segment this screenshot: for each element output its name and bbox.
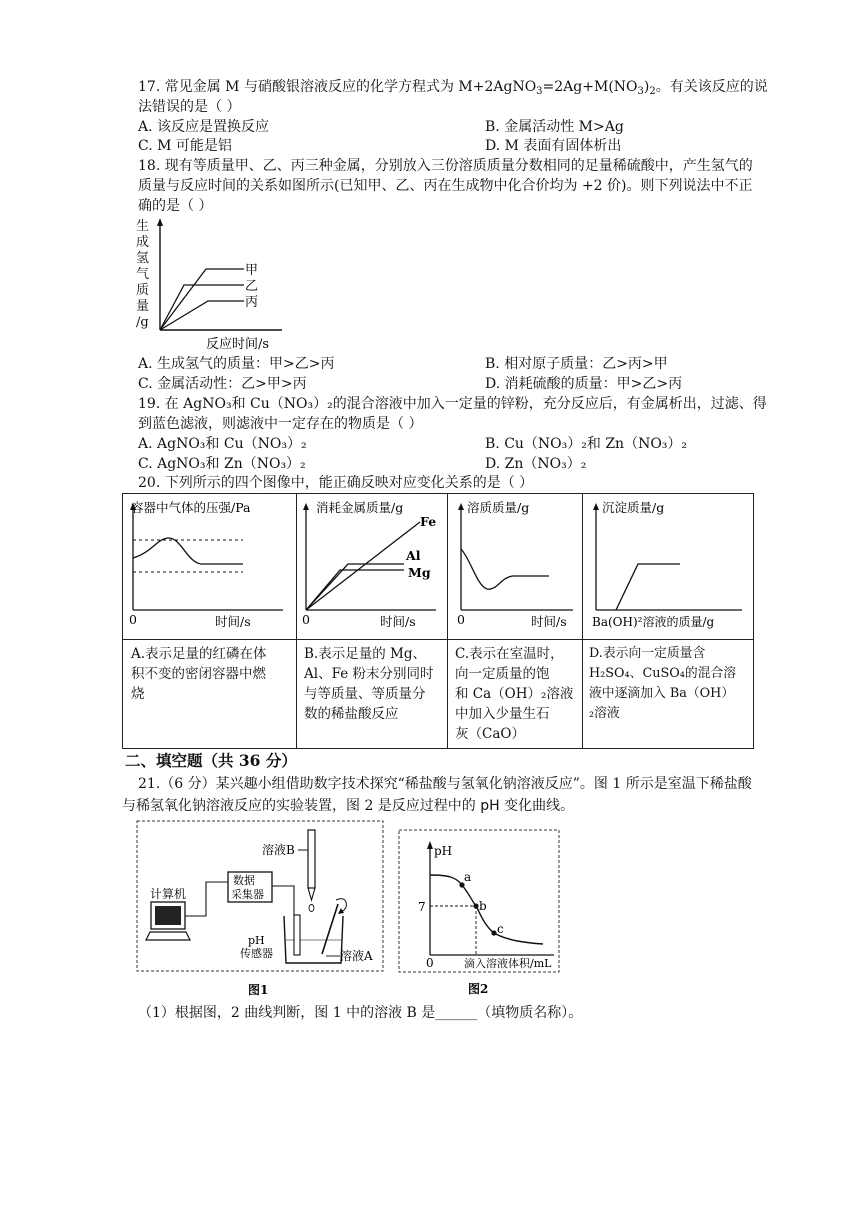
q20a-curve bbox=[133, 538, 243, 564]
q18-option-b: B. 相对原子质量：乙>丙>甲 bbox=[485, 356, 668, 372]
q20d-curve bbox=[616, 564, 680, 610]
q20-desc-a bbox=[131, 644, 291, 704]
q20c-origin: 0 bbox=[457, 612, 465, 627]
q20b-series-label: Fe bbox=[420, 514, 437, 529]
section-2-title: 二、填空题（共 36 分） bbox=[125, 751, 297, 770]
point-c bbox=[491, 930, 496, 935]
q17-option-d: D. M 表面有固体析出 bbox=[485, 138, 622, 154]
drop-icon bbox=[309, 905, 314, 912]
point-c-label: c bbox=[497, 922, 504, 936]
point-b-label: b bbox=[479, 899, 487, 913]
desc-line: B.表示足量的 Mg、 bbox=[304, 646, 426, 662]
desc-line: 和 Ca（OH）₂溶液 bbox=[455, 686, 574, 702]
wire-computer-collector bbox=[185, 882, 228, 916]
q18-curve-yi bbox=[160, 285, 244, 330]
q17-stem-line2: 法错误的是（ ） bbox=[138, 99, 241, 115]
desc-line: Al、Fe 粉末分别同时 bbox=[304, 666, 434, 682]
sensor-label-2: 传感器 bbox=[240, 947, 273, 960]
q20-desc-b bbox=[304, 644, 444, 724]
solution-b-label: 溶液B bbox=[262, 843, 295, 857]
q20b-ylabel: 消耗金属质量/g bbox=[316, 500, 404, 515]
computer-screen bbox=[155, 906, 181, 925]
q20-stem: 20. 下列所示的四个图像中，能正确反映对应变化关系的是（ ） bbox=[138, 475, 534, 491]
desc-line: 向一定质量的饱 bbox=[455, 666, 550, 682]
q20b-xlabel: 时间/s bbox=[380, 614, 416, 629]
q20b-series-label: Mg bbox=[408, 565, 431, 580]
q20a-ylabel: 容器中气体的压强/Pa bbox=[131, 500, 251, 515]
q18-ylabel-char: 成 bbox=[136, 235, 150, 250]
q20-desc-c bbox=[455, 644, 579, 744]
q18-stem-line1: 18. 现有等质量甲、乙、丙三种金属，分别放入三份溶质质量分数相同的足量稀硫酸中，产生氢气的 bbox=[138, 158, 753, 174]
q18-ylabel-char: 生 bbox=[136, 219, 150, 234]
q20-table bbox=[122, 493, 754, 749]
q18-option-c: C. 金属活动性：乙>甲>丙 bbox=[138, 376, 307, 392]
q21-figure-1 bbox=[136, 820, 386, 1002]
point-b bbox=[473, 903, 478, 908]
q20-table-divider bbox=[123, 639, 753, 640]
q20b-line-al bbox=[306, 564, 404, 610]
collector-label-2: 采集器 bbox=[231, 888, 264, 901]
computer-label: 计算机 bbox=[150, 887, 187, 901]
q18-series-label: 乙 bbox=[245, 279, 259, 294]
q18-stem-line2: 质量与反应时间的关系如图所示(已知甲、乙、丙在生成物中化合价均为 +2 价)。则下列说法中不正 bbox=[138, 178, 753, 194]
q20a-xlabel: 时间/s bbox=[215, 614, 251, 629]
desc-line: H₂SO₄、CuSO₄的混合溶 bbox=[589, 666, 737, 681]
fig1-caption: 图1 bbox=[248, 983, 269, 997]
q19-option-d: D. Zn（NO₃）₂ bbox=[485, 456, 587, 472]
q18-ylabel-char: 量 bbox=[136, 299, 150, 314]
q19-option-b: B. Cu（NO₃）₂和 Zn（NO₃）₂ bbox=[485, 436, 688, 452]
q21-part1: （1）根据图，2 曲线判断，图 1 中的溶液 B 是______（填物质名称）。 bbox=[138, 1005, 583, 1021]
q17-option-a: A. 该反应是置换反应 bbox=[138, 119, 270, 135]
collector-label-1: 数据 bbox=[233, 874, 255, 887]
desc-line: 烧 bbox=[131, 686, 145, 702]
q20-graph-c bbox=[447, 494, 582, 639]
desc-line: 中加入少量生石 bbox=[455, 706, 550, 722]
q17-option-c: C. M 可能是铝 bbox=[138, 138, 232, 154]
q21-figure-2 bbox=[398, 829, 563, 999]
ph-sensor-probe bbox=[294, 915, 300, 955]
q17-stem-line1: 17. 常见金属 M 与硝酸银溶液反应的化学方程式为 $M+2AgNO_3=2Ag+M(NO_3)_2$。有关该反应的说 bbox=[138, 79, 768, 97]
q21-stem-line2: 与稀氢氧化钠溶液反应的实验装置，图 2 是反应过程中的 pH 变化曲线。 bbox=[122, 798, 575, 814]
fig2-xlabel: 滴入溶液体积/mL bbox=[464, 957, 552, 970]
q18-graph bbox=[132, 212, 302, 354]
q19-stem-line1: 19. 在 AgNO₃和 Cu（NO₃）₂的混合溶液中加入一定量的锌粉，充分反应后，有金属析出，过滤、得 bbox=[138, 396, 767, 412]
q20b-series-label: Al bbox=[406, 548, 421, 563]
q19-option-c: C. AgNO₃和 Zn（NO₃）₂ bbox=[138, 456, 306, 472]
q18-curve-jia bbox=[160, 269, 244, 330]
q20-graph-b bbox=[296, 494, 447, 639]
fig2-origin: 0 bbox=[426, 956, 434, 970]
q20c-ylabel: 溶质质量/g bbox=[467, 500, 530, 515]
q20b-line-fe bbox=[306, 522, 420, 610]
answer-blank[interactable]: ______ bbox=[435, 1005, 478, 1021]
desc-line: ₂溶液 bbox=[589, 706, 620, 721]
q18-stem-line3: 确的是（ ） bbox=[138, 198, 213, 214]
q17-option-b: B. 金属活动性 M>Ag bbox=[485, 119, 624, 135]
q20a-origin: 0 bbox=[129, 612, 137, 627]
q21-stem-line1: 21.（6 分）某兴趣小组借助数字技术探究“稀盐酸与氢氧化钠溶液反应”。图 1 所示是室温下稀盐酸 bbox=[138, 776, 752, 792]
fig2-y-tick-7: 7 bbox=[418, 900, 426, 914]
stirring-rod-icon bbox=[322, 904, 338, 954]
q18-option-a: A. 生成氢气的质量：甲>乙>丙 bbox=[138, 356, 335, 372]
q18-option-d: D. 消耗硫酸的质量：甲>乙>丙 bbox=[485, 376, 683, 392]
q20b-origin: 0 bbox=[302, 612, 310, 627]
q18-ylabel-char: 气 bbox=[136, 267, 150, 282]
desc-line: C.表示在室温时， bbox=[455, 646, 564, 662]
q20-graph-d bbox=[582, 494, 753, 639]
fig2-ylabel: pH bbox=[434, 844, 453, 858]
fig2-caption: 图2 bbox=[468, 982, 489, 996]
q18-xlabel: 反应时间/s bbox=[206, 337, 270, 352]
burette-icon bbox=[308, 830, 315, 888]
wire-collector-sensor bbox=[272, 886, 294, 915]
desc-line: 与等质量、等质量分 bbox=[304, 686, 426, 702]
desc-line: 液中逐滴加入 Ba（OH） bbox=[589, 686, 735, 701]
computer-keyboard-icon bbox=[146, 932, 190, 940]
q20d-xlabel: Ba(OH)²溶液的质量/g bbox=[592, 615, 715, 629]
desc-line: 数的稀盐酸反应 bbox=[304, 706, 399, 722]
q20c-xlabel: 时间/s bbox=[531, 614, 567, 629]
q18-ylabel-char: /g bbox=[136, 315, 149, 330]
desc-line: A.表示足量的红磷在体 bbox=[131, 646, 267, 662]
solution-a-label: 溶液A bbox=[340, 949, 373, 963]
q19-option-a: A. AgNO₃和 Cu（NO₃）₂ bbox=[138, 436, 307, 452]
q20d-ylabel: 沉淀质量/g bbox=[602, 500, 665, 515]
desc-line: 灰（CaO） bbox=[455, 726, 525, 742]
desc-line: D.表示向一定质量含 bbox=[589, 646, 706, 661]
q18-series-label: 丙 bbox=[245, 295, 259, 310]
q18-y-arrow bbox=[157, 218, 163, 226]
sensor-label-1: pH bbox=[248, 934, 265, 947]
desc-line: 积不变的密闭容器中燃 bbox=[131, 666, 266, 682]
q20-graph-a bbox=[123, 494, 296, 639]
q20-desc-d bbox=[589, 644, 751, 724]
q20b-line-mg bbox=[306, 570, 404, 610]
q20c-curve bbox=[461, 549, 549, 589]
point-a-label: a bbox=[464, 870, 472, 884]
q18-ylabel-char: 质 bbox=[136, 283, 150, 298]
q18-ylabel-char: 氢 bbox=[136, 251, 150, 266]
q18-series-label: 甲 bbox=[245, 263, 259, 278]
q19-stem-line2: 到蓝色滤液，则滤液中一定存在的物质是（ ） bbox=[138, 416, 423, 432]
